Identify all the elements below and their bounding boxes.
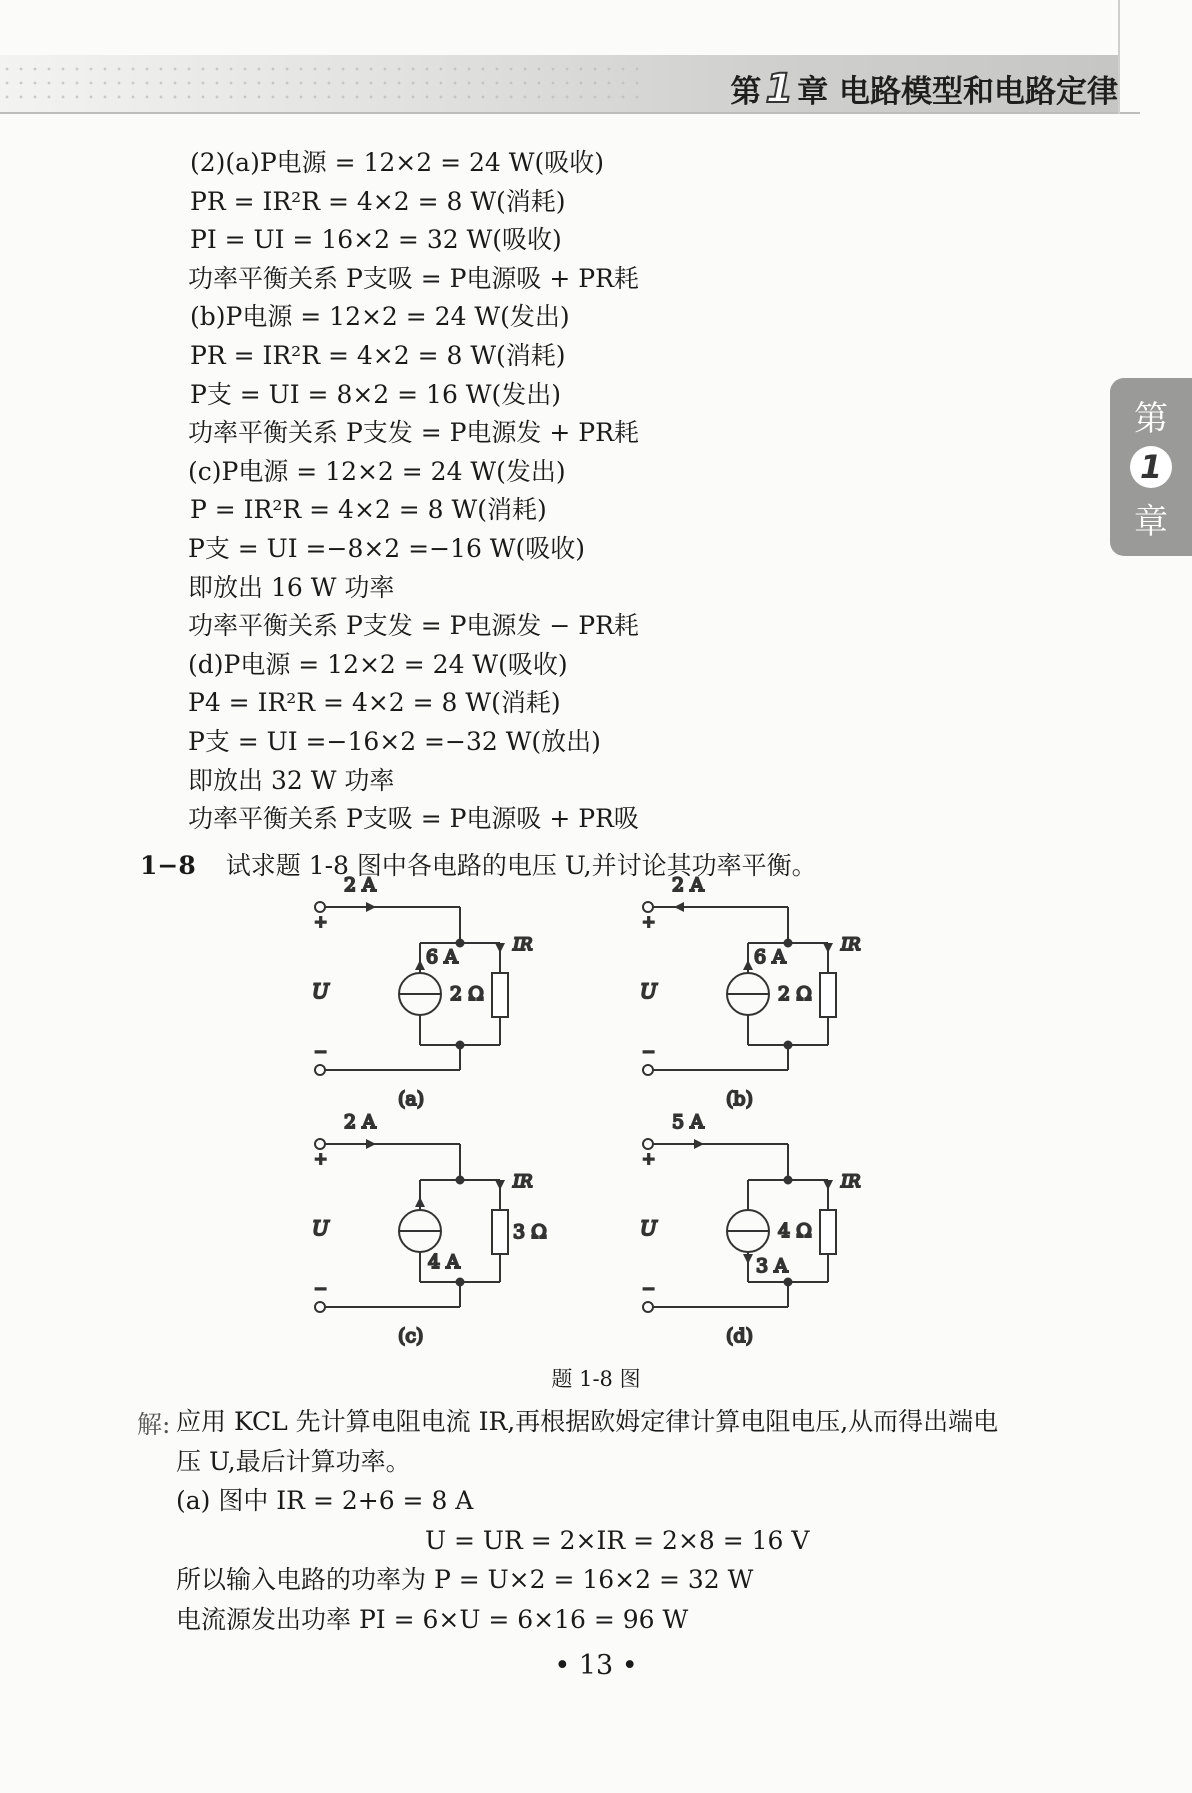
current-arrow-icon [674,902,684,912]
voltage-label: U [312,1216,329,1240]
source-current-label: 4 A [428,1251,460,1273]
formula-line: 功率平衡关系 P支吸 = P电源吸 + PR吸 [188,804,639,834]
voltage-label: U [640,1216,657,1240]
side-tab-bottom: 章 [1134,502,1168,542]
side-tab-number: 1 [1130,446,1172,488]
plus-sign: + [642,1149,656,1168]
terminal-top [643,1139,653,1149]
figure-title: 题 1-8 图 [551,1367,641,1391]
figure-caption: (a) [398,1088,425,1110]
side-tab-top: 第 [1134,399,1168,439]
terminal-bottom [315,1065,325,1075]
resistor-icon [492,1210,508,1254]
formula-line: P4 = IR²R = 4×2 = 8 W(消耗) [188,688,561,718]
current-arrow-icon [366,1139,376,1149]
resistor-label: 4 Ω [778,1220,812,1242]
node-dot [785,1177,792,1184]
solution-line: U = UR = 2×IR = 2×8 = 16 V [425,1526,810,1555]
page-number: • 13 • [554,1650,638,1681]
formula-line: (c)P电源 = 12×2 = 24 W(发出) [188,456,566,486]
formula-line: PR = IR²R = 4×2 = 8 W(消耗) [190,186,566,216]
current-arrow-icon [366,902,376,912]
plus-sign: + [314,912,328,931]
solution-line: 应用 KCL 先计算电阻电流 IR,再根据欧姆定律计算电阻电压,从而得出端电 [176,1407,999,1436]
source-arrow-icon [415,960,425,970]
figure-caption: (d) [726,1325,753,1347]
current-arrow-icon [694,1139,704,1149]
node-dot [457,1042,464,1049]
solution-line: (a) 图中 IR = 2+6 = 8 A [176,1486,474,1515]
circuit-4 [640,1111,861,1347]
formula-line: P支 = UI = 8×2 = 16 W(发出) [190,379,562,409]
source-current-label: 6 A [754,946,786,968]
terminal-top [643,902,653,912]
ir-arrow-icon [495,943,505,953]
formula-line: (2)(a)P电源 = 12×2 = 24 W(吸收) [190,148,604,177]
problem-text: 试求题 1-8 图中各电路的电压 U,并讨论其功率平衡。 [225,851,817,880]
minus-sign: − [642,1279,656,1298]
resistor-label: 3 Ω [513,1221,547,1243]
minus-sign: − [642,1042,656,1061]
ir-arrow-icon [495,1180,505,1190]
input-current-label: 2 A [344,1111,376,1133]
ir-label: IR [513,935,533,955]
ir-label: IR [513,1172,533,1192]
circuit-3 [312,1111,547,1347]
formula-line: 即放出 32 W 功率 [188,765,395,795]
voltage-label: U [640,979,657,1003]
resistor-icon [492,973,508,1017]
node-dot [785,1042,792,1049]
node-dot [457,1177,464,1184]
formula-line: (d)P电源 = 12×2 = 24 W(吸收) [188,649,568,679]
figure-caption: (b) [726,1088,753,1110]
terminal-top [315,1139,325,1149]
solution-line: 压 U,最后计算功率。 [176,1447,411,1476]
resistor-icon [820,1210,836,1254]
formula-line: 即放出 16 W 功率 [188,572,395,602]
formula-line: P支 = UI =−16×2 =−32 W(放出) [188,727,601,756]
terminal-top [315,902,325,912]
formula-line: 功率平衡关系 P支发 = P电源发 + PR耗 [188,418,639,448]
solution-line: 电流源发出功率 PI = 6×U = 6×16 = 96 W [176,1605,689,1634]
plus-sign: + [642,912,656,931]
ir-arrow-icon [823,943,833,953]
formula-line: 功率平衡关系 P支发 = P电源发 − PR耗 [188,611,639,641]
formula-line: PR = IR²R = 4×2 = 8 W(消耗) [190,341,566,370]
source-current-label: 6 A [426,946,458,968]
input-current-label: 2 A [672,874,704,896]
circuit-2 [640,874,861,1110]
ir-label: IR [841,1172,861,1192]
source-current-label: 3 A [756,1255,788,1277]
problem-number: 1−8 [140,851,196,880]
minus-sign: − [314,1042,328,1061]
input-current-label: 5 A [672,1111,704,1133]
terminal-bottom [315,1302,325,1312]
formula-line: 功率平衡关系 P支吸 = P电源吸 + PR耗 [188,263,639,293]
source-arrow-icon [743,1254,753,1264]
ir-arrow-icon [823,1180,833,1190]
formula-line: P = IR²R = 4×2 = 8 W(消耗) [190,495,547,525]
circuit-1 [312,874,533,1110]
resistor-icon [820,973,836,1017]
plus-sign: + [314,1149,328,1168]
source-arrow-icon [415,1197,425,1207]
resistor-label: 2 Ω [450,983,484,1005]
voltage-label: U [312,979,329,1003]
formula-line: (b)P电源 = 12×2 = 24 W(发出) [190,302,570,332]
terminal-bottom [643,1065,653,1075]
terminal-bottom [643,1302,653,1312]
solution-label: 解: [137,1410,171,1439]
formula-line: P支 = UI =−8×2 =−16 W(吸收) [188,534,586,563]
chapter-title: 第 1 章 电路模型和电路定律 [730,66,1118,112]
source-arrow-icon [743,960,753,970]
node-dot [785,1279,792,1286]
ir-label: IR [841,935,861,955]
resistor-label: 2 Ω [778,983,812,1005]
input-current-label: 2 A [344,874,376,896]
node-dot [457,1279,464,1286]
solution-line: 所以输入电路的功率为 P = U×2 = 16×2 = 32 W [176,1565,754,1594]
figure-caption: (c) [398,1325,424,1347]
formula-line: PI = UI = 16×2 = 32 W(吸收) [190,225,562,255]
chapter-number: 1 [765,66,794,112]
minus-sign: − [314,1279,328,1298]
